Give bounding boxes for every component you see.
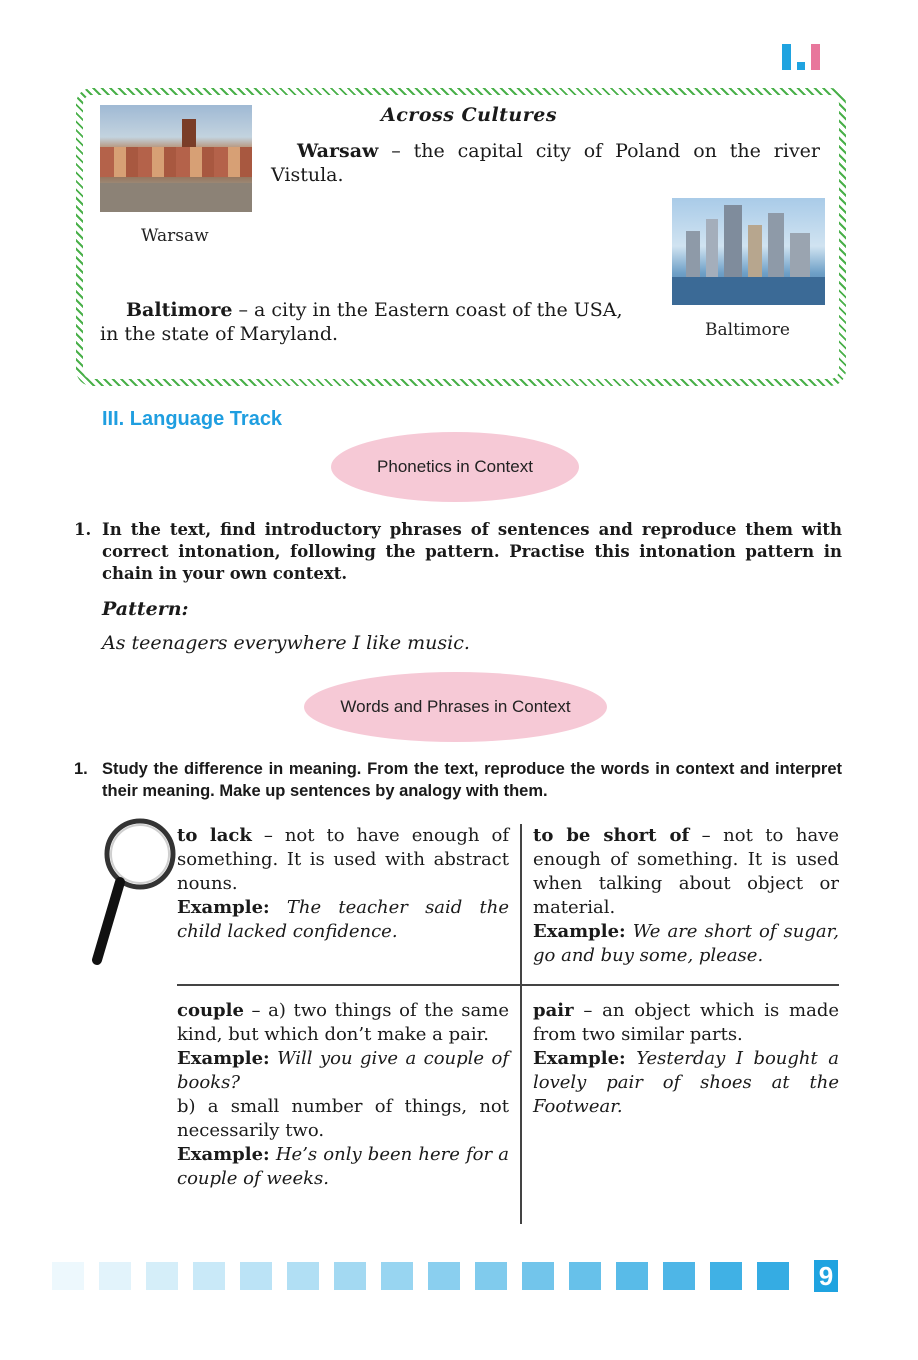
example-label: Example: xyxy=(533,1048,626,1069)
baltimore-paragraph xyxy=(100,298,640,346)
footer-square xyxy=(710,1262,742,1290)
baltimore-tower xyxy=(706,219,718,277)
footer-square xyxy=(663,1262,695,1290)
footer-square xyxy=(52,1262,84,1290)
vocab-entry-couple xyxy=(177,999,509,1191)
baltimore-definition: – a city in the Eastern coast of the USA, in the state of Maryland. xyxy=(100,299,623,345)
warsaw-caption: Warsaw xyxy=(141,226,209,246)
footer-square xyxy=(334,1262,366,1290)
vocab-term: couple xyxy=(177,1000,244,1021)
warsaw-paragraph xyxy=(271,139,820,187)
footer-square xyxy=(381,1262,413,1290)
table-divider-horizontal xyxy=(177,984,839,986)
vocab-example: Yesterday I bought a lovely pair of shoes at the Footwear. xyxy=(533,1048,839,1117)
footer-square xyxy=(287,1262,319,1290)
footer-square xyxy=(569,1262,601,1290)
pattern-text: As teenagers everywhere I like music. xyxy=(102,632,470,654)
warsaw-term: Warsaw xyxy=(297,140,379,162)
vocab-example: Will you give a couple of books? xyxy=(177,1048,509,1093)
vocab-entry-pair xyxy=(533,999,839,1119)
vocab-definition: – an object which is made from two similar parts. xyxy=(533,1000,839,1045)
vocab-entry-to-lack xyxy=(177,824,509,944)
footer-squares xyxy=(52,1262,789,1290)
vocab-example: The teacher said the child lacked confidence. xyxy=(177,897,509,942)
baltimore-tower xyxy=(724,205,742,277)
unit-marker-dot xyxy=(797,62,805,70)
words-task-number: 1. xyxy=(74,760,88,778)
table-divider-vertical xyxy=(520,824,522,1224)
baltimore-tower xyxy=(768,213,784,277)
phonetics-pill: Phonetics in Context xyxy=(331,432,579,502)
footer-square xyxy=(522,1262,554,1290)
footer-square xyxy=(99,1262,131,1290)
footer-square xyxy=(757,1262,789,1290)
warsaw-definition: – the capital city of Poland on the river Vistula. xyxy=(271,140,820,186)
vocab-term: to be short of xyxy=(533,825,690,846)
pattern-label: Pattern: xyxy=(102,598,189,620)
example-label: Example: xyxy=(177,1144,270,1165)
words-task-text: Study the difference in meaning. From the text, reproduce the words in context and interpret their meaning. Make up sentences by analogy with them. xyxy=(102,760,842,800)
phonetics-task-number: 1. xyxy=(74,520,92,539)
baltimore-harbor xyxy=(672,277,825,305)
vocab-term: to lack xyxy=(177,825,252,846)
across-cultures-title: Across Cultures xyxy=(381,104,558,126)
warsaw-buildings xyxy=(100,147,252,177)
section-title: III. Language Track xyxy=(102,408,283,430)
footer-square xyxy=(193,1262,225,1290)
baltimore-tower xyxy=(790,233,810,277)
baltimore-tower xyxy=(686,231,700,277)
vocab-definition: – not to have enough of something. It is used when talking about object or material. xyxy=(533,825,839,918)
vocab-example: We are short of sugar, go and buy some, please. xyxy=(533,921,839,966)
page-number: 9 xyxy=(814,1260,838,1292)
vocab-term: pair xyxy=(533,1000,574,1021)
phonetics-task-text: In the text, find introductory phrases of sentences and reproduce them with correct intonation, following the pattern. Practise this intonation pattern in chain in your own context. xyxy=(102,520,842,583)
footer-square xyxy=(240,1262,272,1290)
across-cultures-box xyxy=(76,88,846,386)
example-label: Example: xyxy=(177,1048,270,1069)
example-label: Example: xyxy=(177,897,270,918)
warsaw-square xyxy=(100,183,252,212)
words-pill: Words and Phrases in Context xyxy=(304,672,607,742)
baltimore-caption: Baltimore xyxy=(705,320,790,340)
phonetics-task xyxy=(74,519,842,585)
footer-square xyxy=(475,1262,507,1290)
vocab-definition-b: b) a small number of things, not necessarily two. xyxy=(177,1096,509,1141)
baltimore-photo xyxy=(672,198,825,305)
unit-marker xyxy=(782,44,820,70)
unit-marker-bar xyxy=(782,44,791,70)
footer-square xyxy=(428,1262,460,1290)
vocab-example-b: He’s only been here for a couple of weeks. xyxy=(177,1144,509,1189)
baltimore-term: Baltimore xyxy=(126,299,233,321)
footer-square xyxy=(146,1262,178,1290)
magnifier-icon xyxy=(88,814,178,966)
baltimore-tower xyxy=(748,225,762,277)
vocab-definition: – a) two things of the same kind, but which don’t make a pair. xyxy=(177,1000,509,1045)
unit-marker-bar xyxy=(811,44,820,70)
words-task xyxy=(74,758,842,802)
vocab-entry-to-be-short-of xyxy=(533,824,839,968)
footer-square xyxy=(616,1262,648,1290)
vocab-definition: – not to have enough of something. It is used with abstract nouns. xyxy=(177,825,509,894)
example-label: Example: xyxy=(533,921,626,942)
warsaw-photo xyxy=(100,105,252,212)
